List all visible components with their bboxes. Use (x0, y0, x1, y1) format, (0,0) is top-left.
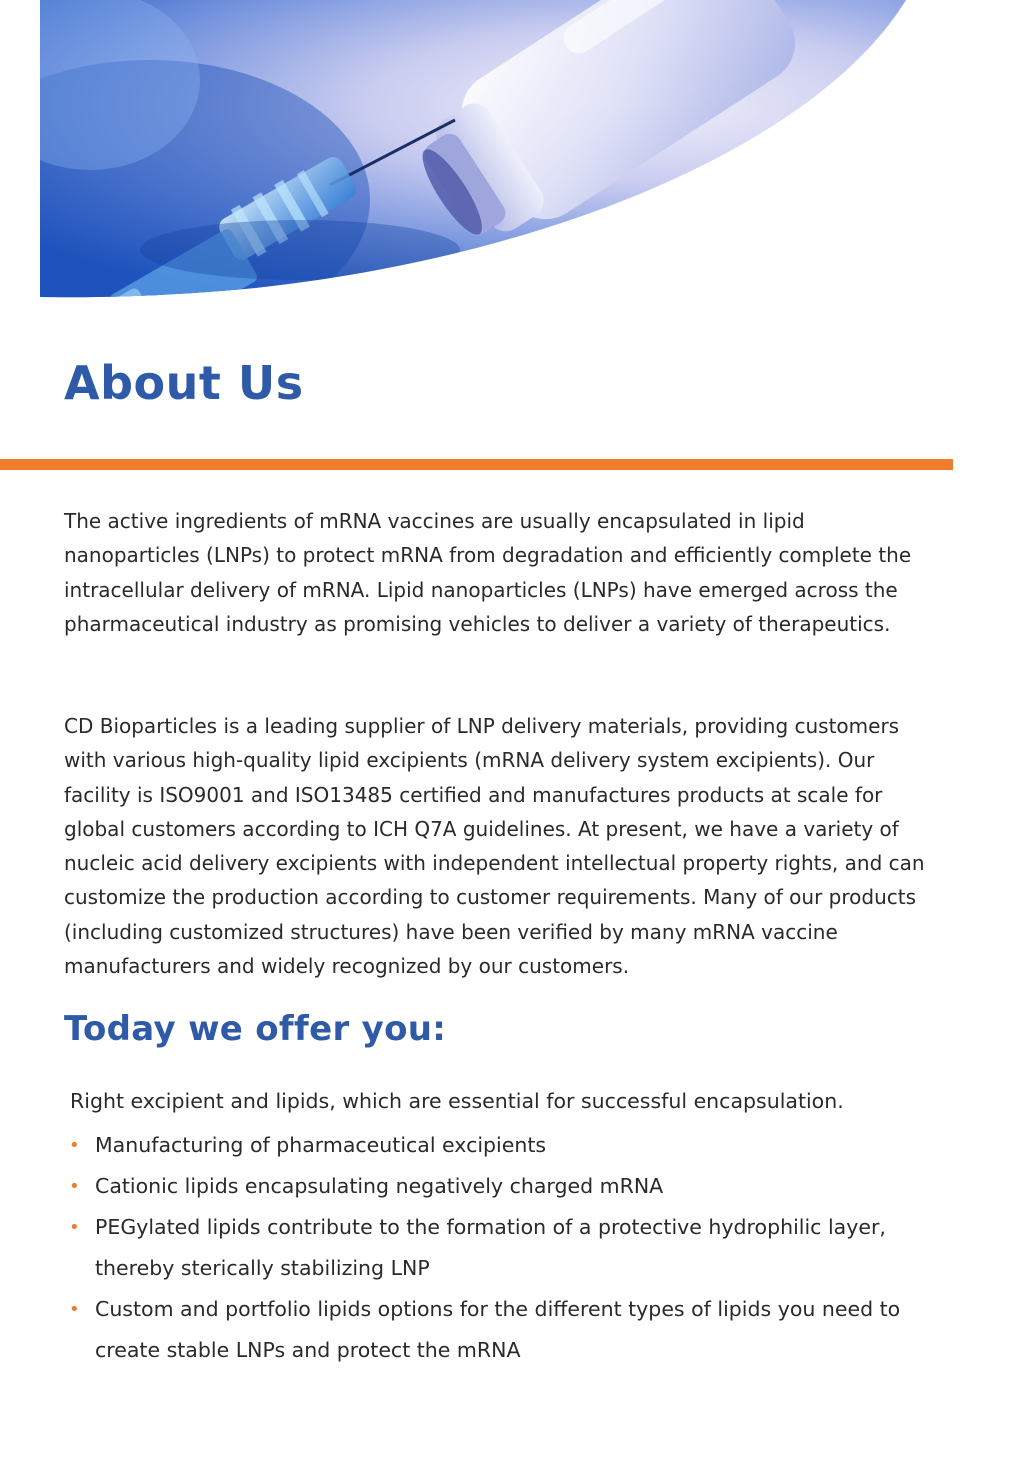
list-item (66, 1125, 946, 1166)
offer-list (66, 1125, 946, 1371)
list-item-text: Manufacturing of pharmaceutical excipients (95, 1133, 547, 1157)
offer-heading: Today we offer you: (64, 1009, 447, 1049)
about-us-heading: About Us (64, 356, 304, 410)
offer-intro: Right excipient and lipids, which are essential for successful encapsulation. (70, 1089, 844, 1113)
bullet-icon: • (69, 1176, 80, 1197)
list-item-text: PEGylated lipids contribute to the formation of a protective hydrophilic layer, thereby sterically stabilizing LNP (95, 1215, 886, 1280)
bullet-icon: • (69, 1217, 80, 1238)
intro-paragraph: The active ingredients of mRNA vaccines are usually encapsulated in lipid nanoparticles (LNPs) to protect mRNA from degradation and efficiently complete the intracellular delivery of mRNA. Lipid nanoparticles (LNPs) have emerged across the pharmaceutical industry as promising vehicles to deliver a variety of therapeutics. (64, 509, 912, 636)
hero-image (0, 0, 1024, 300)
list-item (66, 1207, 946, 1289)
list-item-text: Cationic lipids encapsulating negatively charged mRNA (95, 1174, 664, 1198)
orange-divider (0, 459, 953, 470)
company-paragraph: CD Bioparticles is a leading supplier of LNP delivery materials, providing customers with various high-quality lipid excipients (mRNA delivery system excipients). Our facility is ISO9001 and ISO13485 certified and manufactures products at scale for global customers according to ICH Q7A guidelines. At present, we have a variety of nucleic acid delivery excipients with independent intellectual property rights, and can customize the production according to customer requirements. Many of our products (including customized structures) have been verified by many mRNA vaccine manufacturers and widely recognized by our customers. (64, 714, 925, 979)
list-item-text: Custom and portfolio lipids options for the different types of lipids you need to create stable LNPs and protect the mRNA (95, 1297, 901, 1362)
bullet-icon: • (69, 1135, 80, 1156)
bullet-icon: • (69, 1299, 80, 1320)
list-item (66, 1166, 946, 1207)
list-item (66, 1289, 946, 1371)
